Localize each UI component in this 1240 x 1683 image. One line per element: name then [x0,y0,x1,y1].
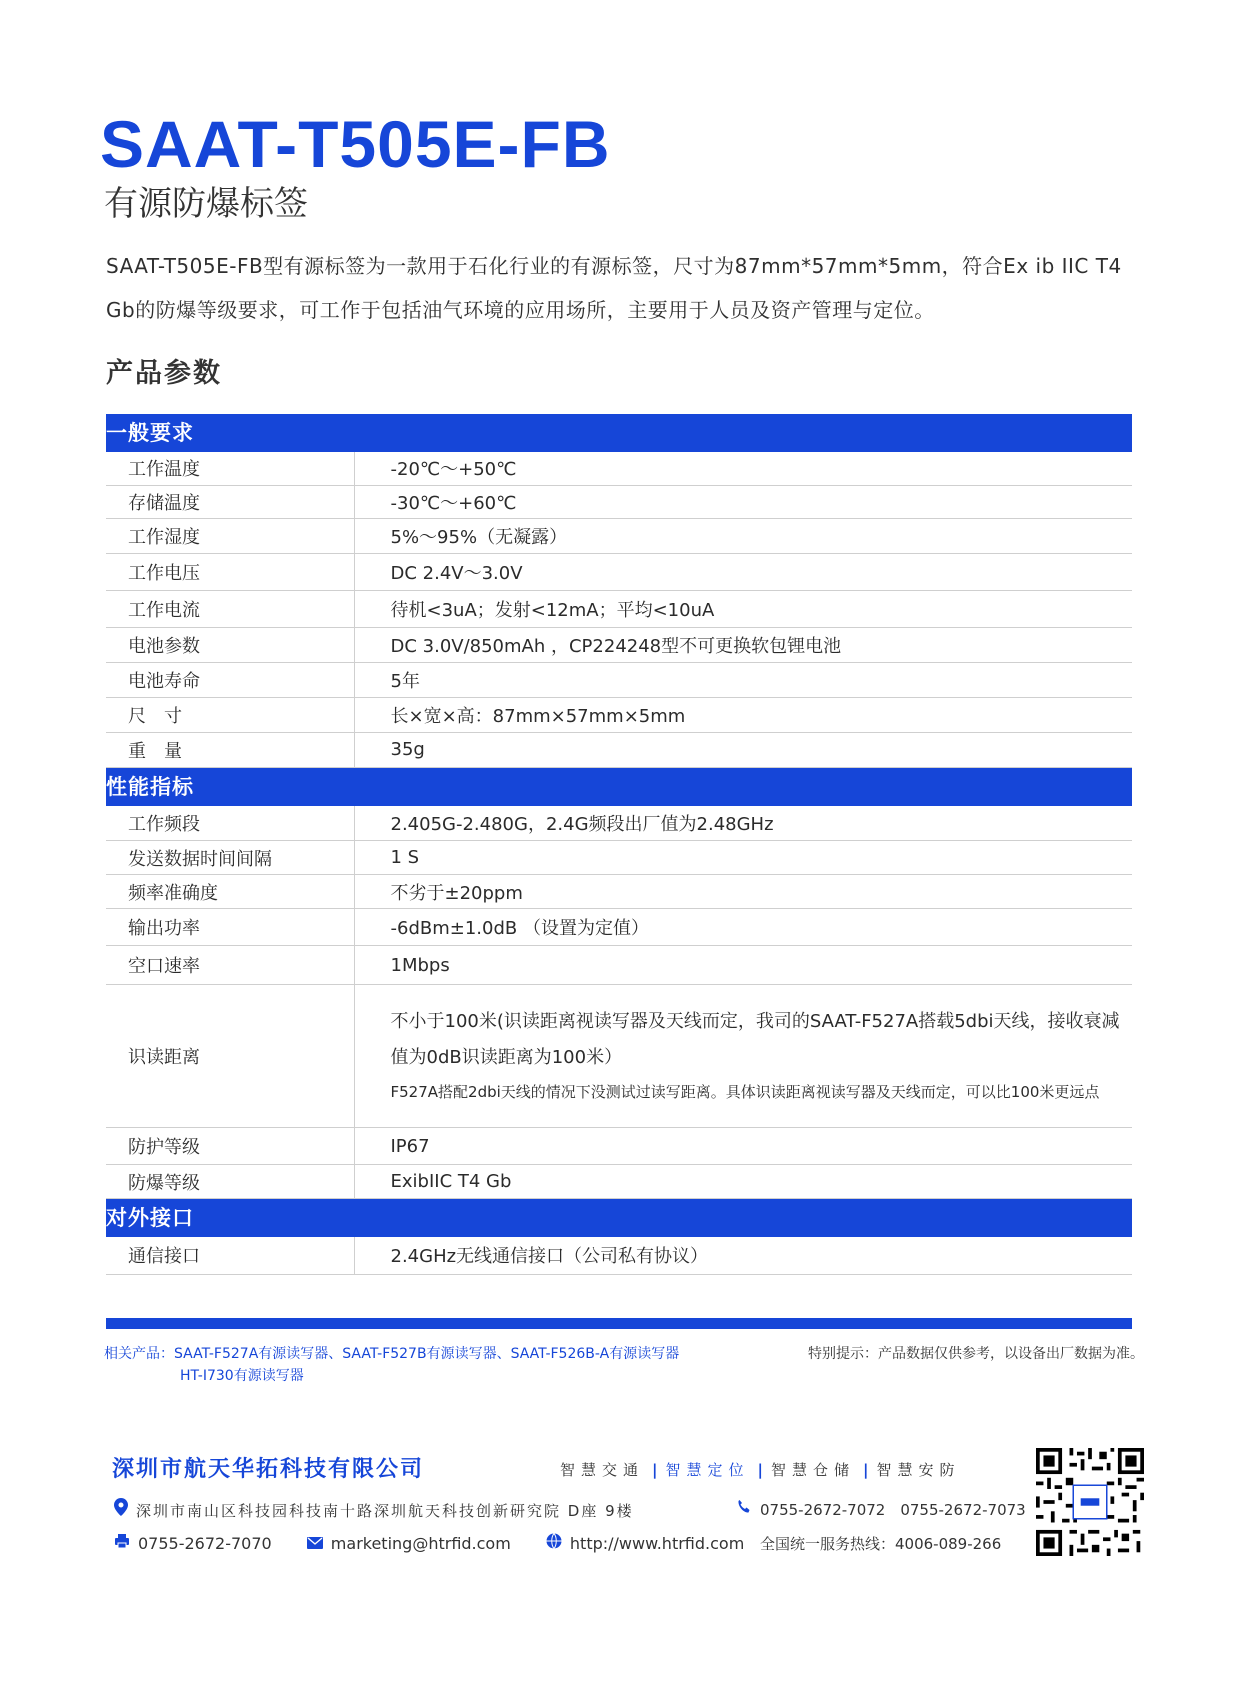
row-label: 尺 寸 [106,697,354,732]
row-label: 识读距离 [106,985,354,1128]
special-notice: 特别提示：产品数据仅供参考，以设备出厂数据为准。 [808,1346,1144,1362]
row-value: 不劣于±20ppm [354,875,1132,909]
table-row [106,1128,1132,1165]
row-label: 电池参数 [106,627,354,662]
row-value: -6dBm±1.0dB （设置为定值） [354,909,1132,946]
row-value: 2.4GHz无线通信接口（公司私有协议） [354,1237,1132,1274]
row-label: 工作温度 [106,452,354,485]
row-label: 电池寿命 [106,662,354,697]
row-value: DC 2.4V～3.0V [354,553,1132,590]
table-row [106,485,1132,518]
row-label: 输出功率 [106,909,354,946]
row-label: 发送数据时间间隔 [106,841,354,875]
fax-item [114,1534,277,1553]
table-row [106,697,1132,732]
row-label: 工作湿度 [106,518,354,553]
row-value: 35g [354,732,1132,767]
section-title: 对外接口 [106,1199,1132,1238]
table-row [106,627,1132,662]
table-row [106,806,1132,841]
row-label: 工作电流 [106,590,354,627]
related-products: 相关产品：SAAT-F527A有源读写器、SAAT-F527B有源读写器、SAAT-F526B-A有源读写器 [104,1346,680,1362]
product-subtitle: 有源防爆标签 [104,184,308,224]
row-label: 防护等级 [106,1128,354,1165]
row-label: 频率准确度 [106,875,354,909]
table-row [106,732,1132,767]
slogan-item: 智慧定位 [665,1461,750,1479]
row-label: 空口速率 [106,946,354,985]
spec-table [106,414,1132,1275]
table-row [106,452,1132,485]
row-label: 工作电压 [106,553,354,590]
email-item[interactable] [307,1534,516,1553]
row-label: 重 量 [106,732,354,767]
row-value: 长×宽×高：87mm×57mm×5mm [354,697,1132,732]
table-row [106,1237,1132,1274]
email-address[interactable]: marketing@htrfid.com [330,1534,511,1553]
slogans: 智慧交通 | 智慧定位 | 智慧仓储 | 智慧安防 [560,1461,961,1479]
row-value: ExibIIC T4 Gb [354,1165,1132,1199]
row-value [354,985,1132,1128]
section-header [106,767,1132,806]
table-row [106,841,1132,875]
website-url[interactable]: http://www.htrfid.com [569,1534,745,1553]
section-title: 性能指标 [106,767,1132,806]
table-row [106,1165,1132,1199]
row-value: DC 3.0V/850mAh ，CP224248型不可更换软包锂电池 [354,627,1132,662]
fax-number: 0755-2672-7070 [138,1534,272,1553]
row-value: -30℃～+60℃ [354,485,1132,518]
row-value: 待机<3uA；发射<12mA；平均<10uA [354,590,1132,627]
row-value: -20℃～+50℃ [354,452,1132,485]
slogan-item: 智慧安防 [876,1461,961,1479]
row-value: 2.405G-2.480G，2.4G频段出厂值为2.48GHz [354,806,1132,841]
bottom-accent-bar [106,1318,1132,1329]
company-name: 深圳市航天华拓科技有限公司 [112,1457,425,1482]
location-pin-icon [114,1498,128,1523]
related-products-cont: HT-I730有源读写器 [180,1368,304,1384]
product-model: SAAT-T505E-FB [100,107,611,181]
row-label: 防爆等级 [106,1165,354,1199]
section-title: 一般要求 [106,414,1132,452]
table-row [106,518,1132,553]
fax-icon [114,1532,130,1556]
row-value: 1Mbps [354,946,1132,985]
section-header [106,414,1132,452]
contact-row [114,1532,774,1556]
product-intro: SAAT-T505E-FB型有源标签为一款用于石化行业的有源标签，尺寸为87mm*57mm*5mm，符合Ex ib IIC T4 Gb的防爆等级要求，可工作于包括油气环境的应用场所，主要用于人员及资产管理与定位。 [106,254,1122,322]
website-item[interactable] [546,1534,744,1553]
table-row [106,875,1132,909]
phone-line [736,1498,1026,1522]
row-label: 存储温度 [106,485,354,518]
table-row [106,662,1132,697]
table-row [106,985,1132,1128]
row-value-main: 不小于100米(识读距离视读写器及天线而定，我司的SAAT-F527A搭载5dbi天线，接收衰减值为0dB识读距离为100米） [390,1011,1120,1068]
address-text: 深圳市南山区科技园科技南十路深圳航天科技创新研究院 D座 9楼 [136,1502,634,1520]
service-hotline: 全国统一服务热线：4006-089-266 [760,1535,1002,1553]
table-row [106,946,1132,985]
mail-icon [307,1532,323,1556]
phone-icon [736,1498,752,1522]
row-value: IP67 [354,1128,1132,1165]
phone-numbers: 0755-2672-7072 0755-2672-7073 [760,1501,1026,1519]
row-label: 通信接口 [106,1237,354,1274]
row-value: 5年 [354,662,1132,697]
table-row [106,590,1132,627]
row-value: 5%～95%（无凝露） [354,518,1132,553]
row-value: 1 S [354,841,1132,875]
params-heading: 产品参数 [106,358,222,389]
table-row [106,553,1132,590]
globe-icon [546,1532,562,1556]
qr-code [1036,1448,1144,1556]
row-value-note: F527A搭配2dbi天线的情况下没测试过读写距离。具体识读距离视读写器及天线而定，可以比100米更远点 [390,1083,1100,1101]
slogan-item: 智慧仓储 [771,1461,856,1479]
section-header [106,1199,1132,1238]
slogan-item: 智慧交通 [560,1461,645,1479]
row-label: 工作频段 [106,806,354,841]
table-row [106,909,1132,946]
address-line [114,1498,634,1523]
